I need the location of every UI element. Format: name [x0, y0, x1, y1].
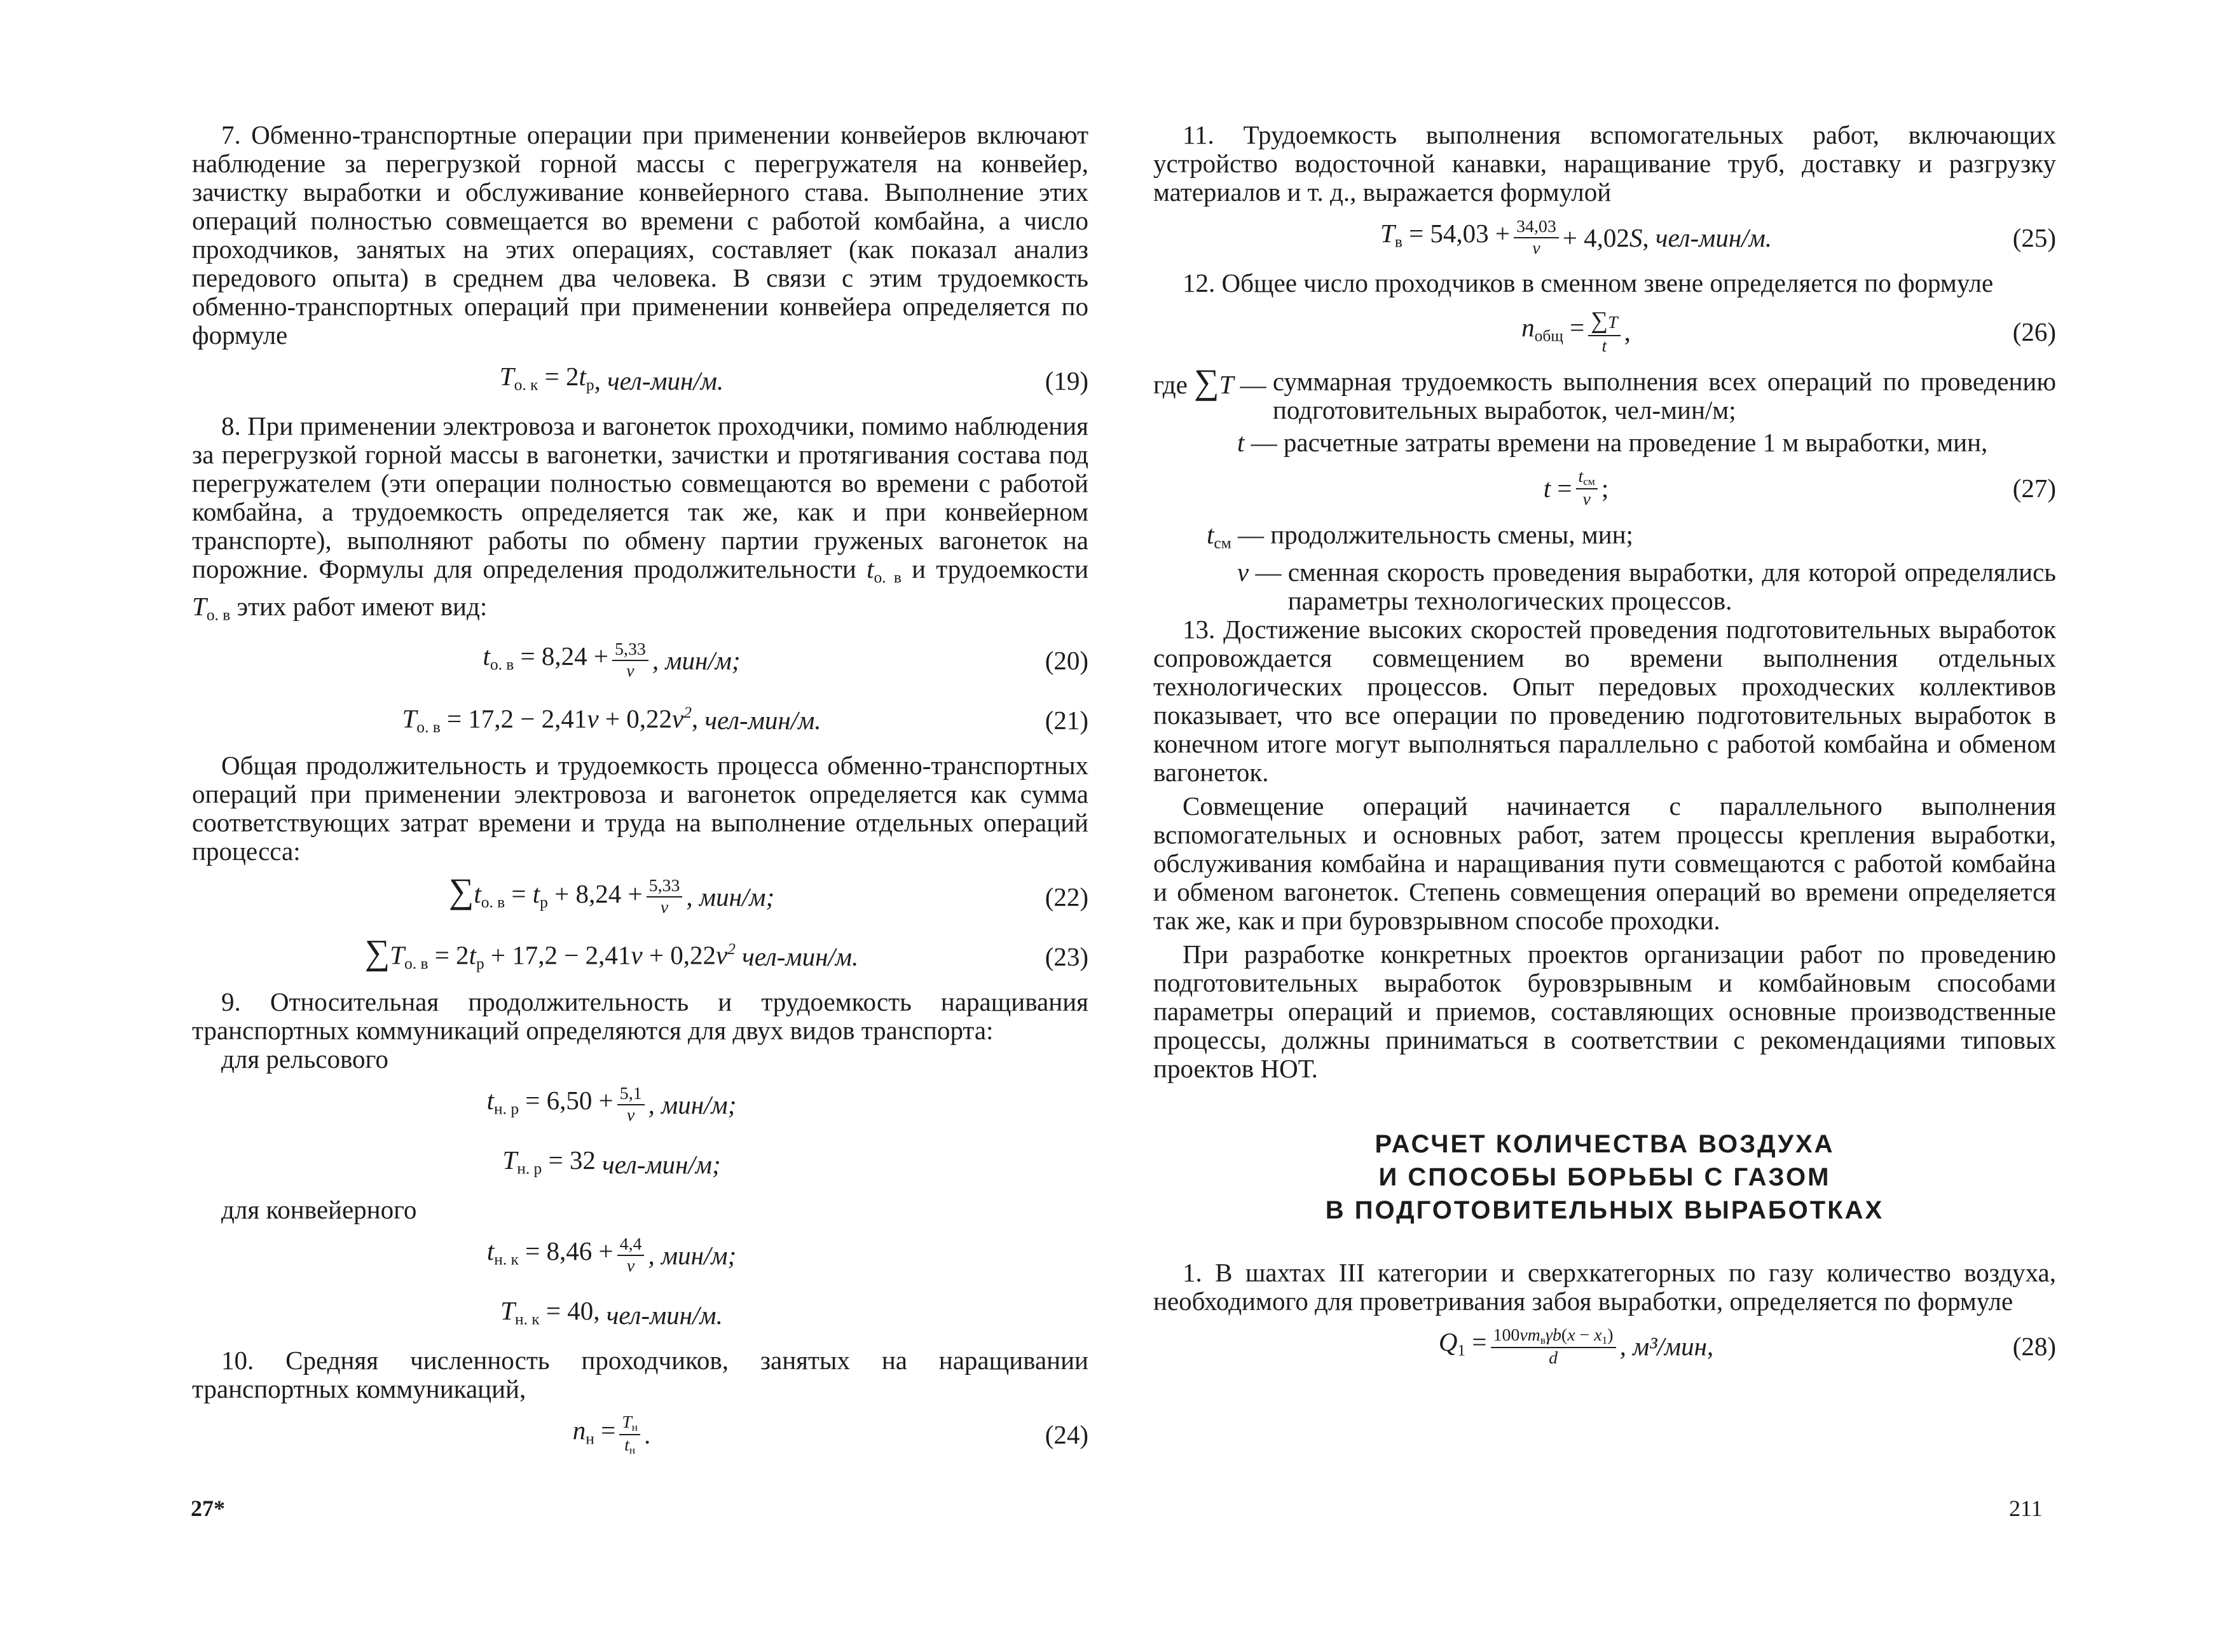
equation-number-26: (26)	[2012, 317, 2056, 346]
formula-27-expression: t = $\frac{t_{см}}{v}$ ;	[1543, 466, 1609, 509]
equation-number-23: (23)	[1045, 941, 1088, 971]
formula-rail-labor	[192, 1136, 1088, 1193]
page-number-right: 211	[2009, 1496, 2043, 1521]
formula-26	[1153, 300, 2056, 364]
formula-27	[1153, 460, 2056, 517]
formula-20	[192, 632, 1088, 689]
formula-conveyor-labor	[192, 1287, 1088, 1344]
legend-t: t — расчетные затраты времени на проведение 1 м выработки, мин,	[1237, 428, 1988, 457]
formula-conveyor-time	[192, 1227, 1088, 1284]
formula-19	[192, 352, 1088, 409]
formula-conveyor-labor-expression: $T_{н. к} = 40$, чел-мин/м.	[500, 1295, 723, 1330]
equation-number-19: (19)	[1045, 365, 1088, 395]
equation-number-24: (24)	[1045, 1419, 1088, 1449]
paragraph-12: 12. Общее число проходчиков в сменном звене определяется по формуле	[1183, 268, 1994, 297]
formula-23	[192, 928, 1088, 985]
legend-v: v — сменная скорость проведения выработки, для которой определялись параметры технологических процессов.	[1237, 557, 2056, 615]
equation-number-28: (28)	[2012, 1332, 2056, 1362]
formula-25-expression: $T_в = 54,03$ + $\frac{34,03}{v}$ + 4,02S, чел-мин/м.	[1380, 216, 1772, 258]
formula-22	[192, 868, 1088, 925]
paragraph-8: 8. При применении электровоза и вагонеток проходчики, помимо наблюдения за перегрузкой горной массы в вагонетки, зачистки и протягивания состава под перегружателем (эти операции полностью совмещаются во времени с работой комбайна, а трудоемкость определяется так же, как и при конвейерном транспорте), выполняют работы по обмену партии груженых вагонеток на порожние. Формулы для определения продолжительности $t_{о. в}$ и трудоемкости $T_{о. в}$ этих работ имеют вид:	[192, 411, 1089, 624]
equation-number-22: (22)	[1045, 882, 1088, 911]
formula-23-expression: $\sum T_{о. в} = 2t_р + 17,2 - 2,41v + 0,22v^2$ чел-мин/м.	[364, 932, 859, 973]
paragraph-9: 9. Относительная продолжительность и трудоемкость наращивания транспортных коммуникаций определяются для двух видов транспорта:	[192, 987, 1088, 1046]
paragraph-development: При разработке конкретных проектов организации работ по проведению подготовительных выработок буровзрывным и комбайновым способами параметры операций и приемов, составляющих основные производственные процессы, должны приниматься в соответствии с рекомендациями типовых проектов НОТ.	[1153, 939, 2056, 1083]
formula-22-expression: $\sum t_{о. в} = t_р + 8,24$ + $\frac{5,33}{v}$ , мин/м;	[448, 871, 775, 918]
legend-tsm: $t_{см}$ — продолжительность смены, мин;	[1207, 520, 1633, 552]
formula-25	[1153, 209, 2056, 266]
formula-20-expression: $t_{о. в} = 8,24$ + $\frac{5,33}{v}$ , мин/м;	[483, 639, 741, 681]
formula-26-expression: $n_{общ}$ = $\frac{\sum T}{t}$ ,	[1521, 307, 1631, 356]
label-rail: для рельсового	[221, 1044, 388, 1074]
page-number-left: 27*	[191, 1496, 225, 1521]
equation-number-25: (25)	[2012, 222, 2056, 252]
formula-rail-time	[192, 1076, 1088, 1133]
formula-rail-time-expression: $t_{н. р} = 6,50$ + $\frac{5,1}{v}$ , мин/м;	[486, 1084, 737, 1126]
paragraph-general: Общая продолжительность и трудоемкость процесса обменно-транспортных операций при применении электровоза и вагонеток определяется как сумма соответствующих затрат времени и труда на выполнение отдельных операций процесса:	[192, 751, 1088, 866]
formula-24-expression: $n_н$ = $\frac{T_н}{t_н}$ .	[572, 1412, 651, 1457]
equation-number-27: (27)	[2012, 473, 2056, 503]
equation-number-20: (20)	[1045, 645, 1088, 675]
left-column	[192, 121, 1088, 1466]
formula-21	[192, 692, 1088, 749]
formula-19-expression: $T_{о. к} = 2t_р$ , чел-мин/м.	[499, 361, 724, 395]
section-heading: РАСЧЕТ КОЛИЧЕСТВА ВОЗДУХА И СПОСОБЫ БОРЬБЫ С ГАЗОМ В ПОДГОТОВИТЕЛЬНЫХ ВЫРАБОТКАХ	[1325, 1130, 1884, 1224]
formula-24	[192, 1406, 1088, 1463]
paragraph-1: 1. В шахтах III категории и сверхкатегорных по газу количество воздуха, необходимого для проветривания забоя выработки, определяется по формуле	[1153, 1257, 2056, 1316]
paragraph-10: 10. Средняя численность проходчиков, занятых на наращивании транспортных коммуникаций,	[192, 1346, 1088, 1404]
paragraph-13: 13. Достижение высоких скоростей проведения подготовительных выработок сопровождается совмещением во времени выполнения отдельных технологических процессов. Опыт передовых проходческих коллективов показывает, что все операции по проведению подготовительных выработок в конечном итоге могут выполняться параллельно с работой комбайна и обменом вагонеток.	[1153, 614, 2056, 787]
formula-28	[1153, 1318, 2056, 1376]
formula-28-expression: $Q_1$ = $\frac{100vm_в\gamma b(x - x_1)}{d}$ , м³/мин,	[1438, 1325, 1714, 1368]
right-page	[1108, 0, 2215, 1652]
legend-sum-t: где ∑T — суммарная трудоемкость выполнения всех операций по проведению подготовительных выработок, чел-мин/м;	[1153, 362, 2056, 425]
paragraph-11: 11. Трудоемкость выполнения вспомогательных работ, включающих устройство водосточной канавки, наращивание труб, доставку и разгрузку материалов и т. д., выражается формулой	[1153, 120, 2056, 207]
formula-rail-labor-expression: $T_{н. р} = 32$ чел-мин/м;	[502, 1145, 721, 1179]
formula-conveyor-time-expression: $t_{н. к} = 8,46$ + $\frac{4,4}{v}$ , мин/м;	[486, 1234, 737, 1276]
paragraph-7: 7. Обменно-транспортные операции при применении конвейеров включают наблюдение за перегрузкой горной массы с перегружателя на конвейер, зачистку выработки и обслуживание конвейерного става. Выполнение этих операций полностью совмещается во времени с работой комбайна, а число проходчиков, занятых на этих операциях, составляет (как показал анализ передового опыта) в среднем два человека. В связи с этим трудоемкость обменно-транспортных операций при применении конвейера определяется по формуле	[192, 120, 1088, 350]
equation-number-21: (21)	[1045, 705, 1088, 735]
paragraph-combination: Совмещение операций начинается с параллельного выполнения вспомогательных и основных работ, затем процессы крепления выработки, обслуживания комбайна и наращивания пути совмещаются с работой комбайна и обменом вагонеток. Степень совмещения операций во времени определяется так же, как и при буровзрывном способе проходки.	[1153, 791, 2056, 935]
label-conveyor: для конвейерного	[221, 1195, 417, 1225]
right-column	[1153, 121, 2056, 1378]
formula-21-expression: $T_{о. в} = 17,2 - 2,41v + 0,22v^2$, чел-мин/м.	[402, 704, 821, 737]
